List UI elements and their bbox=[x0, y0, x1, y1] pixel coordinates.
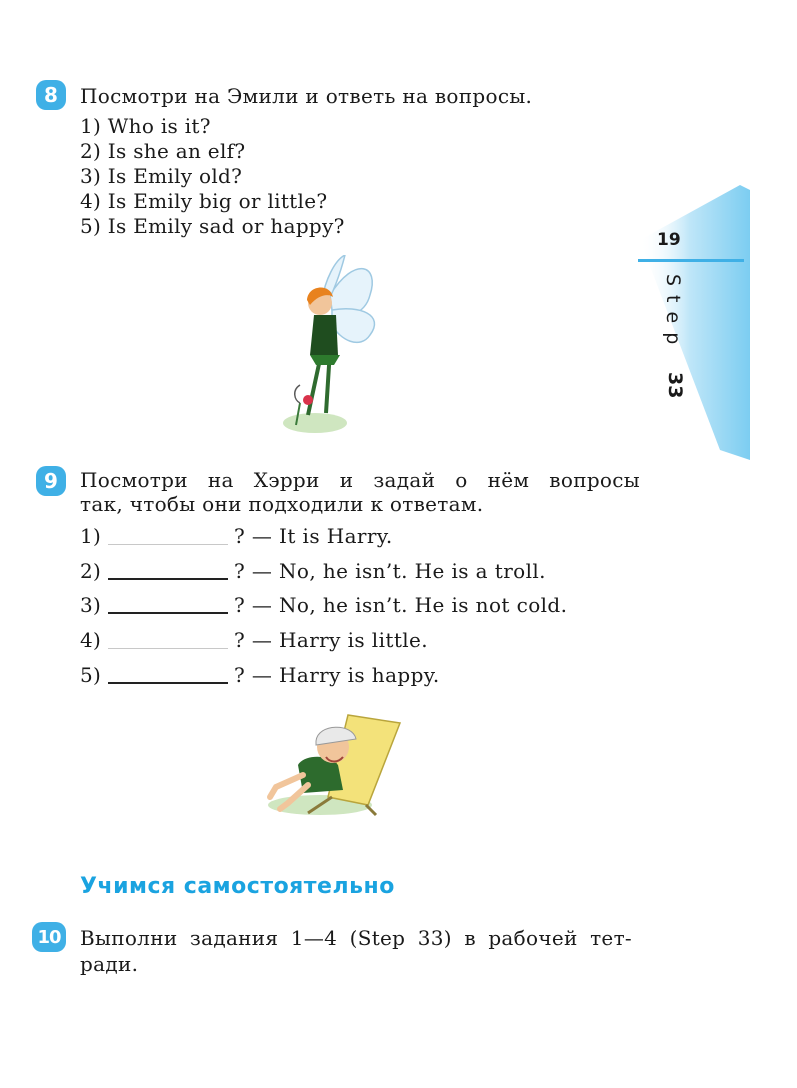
exercise9-instruction-line2: так, чтобы они подходили к ответам. bbox=[80, 492, 484, 516]
exercise9-answer: ? — Harry is happy. bbox=[234, 663, 440, 687]
answer-blank[interactable] bbox=[108, 647, 228, 649]
exercise9-item-number: 1) bbox=[80, 524, 102, 548]
answer-blank[interactable] bbox=[108, 577, 228, 580]
fairy-emily-illustration bbox=[270, 255, 390, 440]
answer-blank[interactable] bbox=[108, 681, 228, 684]
exercise9-item-number: 4) bbox=[80, 628, 102, 652]
answer-blank[interactable] bbox=[108, 543, 228, 545]
exercise9-answer: ? — Harry is little. bbox=[234, 628, 429, 652]
exercise-number-10: 10 bbox=[32, 922, 66, 952]
tab-divider bbox=[638, 259, 744, 262]
exercise9-answer: ? — No, he isn’t. He is not cold. bbox=[234, 593, 568, 617]
answer-blank[interactable] bbox=[108, 611, 228, 614]
exercise10-line2: ради. bbox=[80, 952, 139, 976]
exercise8-question: 4) Is Emily big or little? bbox=[80, 189, 328, 213]
exercise9-answer: ? — No, he isn’t. He is a troll. bbox=[234, 559, 546, 583]
section-title: Учимся самостоятельно bbox=[80, 874, 395, 899]
exercise10-line1: Выполни задания 1—4 (Step 33) в рабочей тет- bbox=[80, 926, 632, 950]
exercise9-instruction-line1: Посмотри на Хэрри и задай о нём вопросы bbox=[80, 468, 640, 492]
step-label: Step bbox=[662, 274, 684, 354]
troll-harry-deckchair-illustration bbox=[258, 705, 408, 820]
exercise-number-9: 9 bbox=[36, 466, 66, 496]
exercise-number-8: 8 bbox=[36, 80, 66, 110]
page-number: 19 bbox=[657, 230, 681, 250]
exercise9-answer: ? — It is Harry. bbox=[234, 524, 393, 548]
exercise8-question: 3) Is Emily old? bbox=[80, 164, 243, 188]
exercise9-item-number: 2) bbox=[80, 559, 102, 583]
exercise8-question: 1) Who is it? bbox=[80, 114, 211, 138]
exercise8-question: 5) Is Emily sad or happy? bbox=[80, 214, 345, 238]
exercise8-instruction: Посмотри на Эмили и ответь на вопросы. bbox=[80, 84, 533, 108]
step-number: 33 bbox=[664, 372, 686, 399]
exercise9-item-number: 5) bbox=[80, 663, 102, 687]
exercise9-item-number: 3) bbox=[80, 593, 102, 617]
exercise8-question: 2) Is she an elf? bbox=[80, 139, 246, 163]
